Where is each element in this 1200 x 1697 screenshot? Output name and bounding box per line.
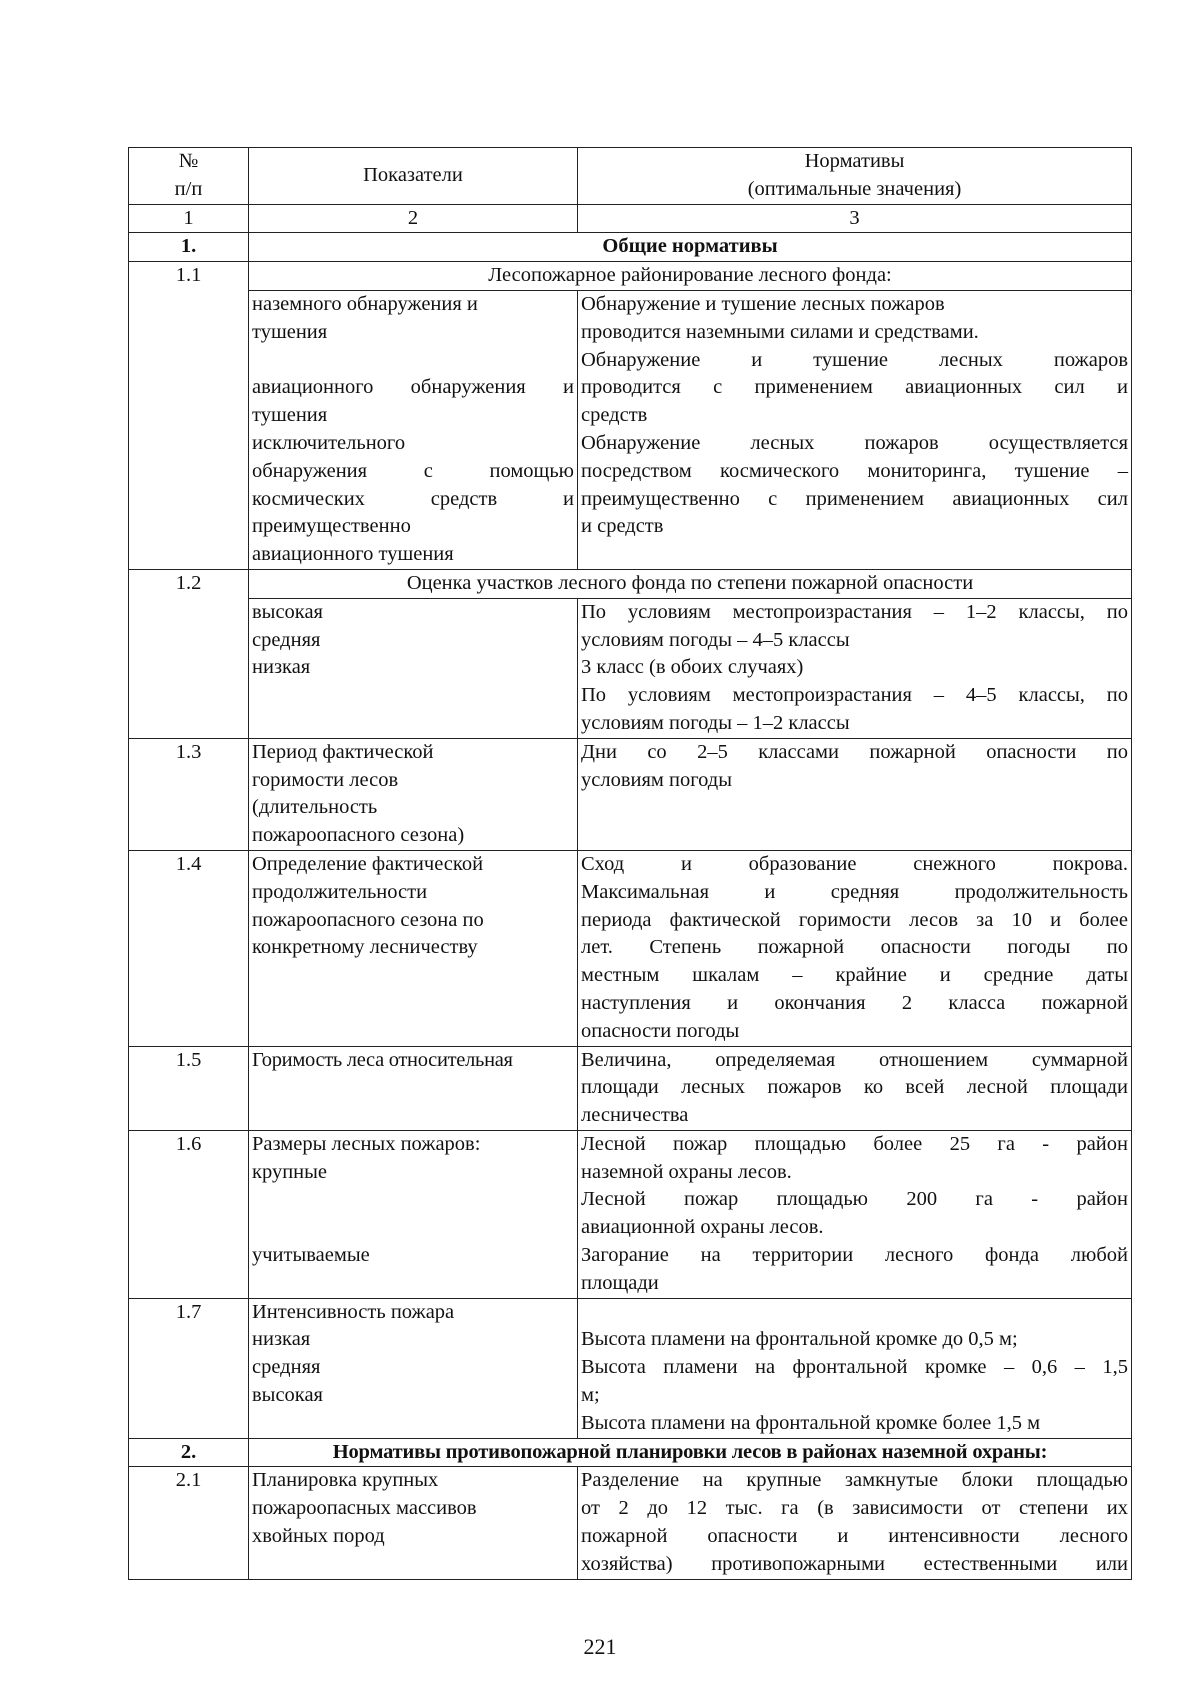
row-1-2-right — [578, 598, 1132, 738]
row-1-1-right-line: Обнаружение и тушение лесных пожаров — [581, 292, 945, 315]
row-1-2-right-line: условиям погоды – 4–5 классы — [581, 628, 850, 651]
row-1-2-left-line: низкая — [252, 656, 311, 679]
column-number-row — [129, 204, 1132, 233]
row-1-4-left-line: пожароопасного сезона по — [252, 908, 484, 931]
section-2-title: Нормативы противопожарной планировки лесов в районах наземной охраны: — [249, 1438, 1132, 1467]
row-1-6-left — [249, 1130, 578, 1298]
row-1-1-right-line: Обнаружение и тушение лесных пожаров — [581, 348, 1128, 371]
row-1-6 — [129, 1130, 1132, 1298]
row-1-1-left-line: авиационного обнаружения и — [252, 376, 574, 399]
row-1-1-right-line: Обнаружение лесных пожаров осуществляется — [581, 431, 1128, 454]
row-1-4-right-line: опасности погоды — [581, 1019, 740, 1042]
row-1-7 — [129, 1298, 1132, 1438]
row-1-6-left-line: учитываемые — [252, 1244, 370, 1267]
row-1-1-title — [129, 262, 1132, 291]
row-1-6-right-line: наземной охраны лесов. — [581, 1160, 792, 1183]
row-1-7-left — [249, 1298, 578, 1438]
section-1-row — [129, 233, 1132, 262]
row-1-7-right-line: Высота пламени на фронтальной кромке более 1,5 м — [581, 1411, 1041, 1434]
row-1-6-right-line: площади — [581, 1271, 659, 1294]
row-1-5-right-line: Величина, определяемая отношением суммарной — [581, 1048, 1128, 1071]
row-1-1-left-line: обнаружения с помощью — [252, 459, 574, 482]
col-number-2: 2 — [249, 204, 578, 233]
row-1-2-number: 1.2 — [129, 569, 249, 738]
row-1-4-right-line: лет. Степень пожарной опасности погоды по — [581, 936, 1128, 959]
row-1-6-right-line: Лесной пожар площадью более 25 га - район — [581, 1132, 1128, 1155]
row-1-4-right-line: наступления и окончания 2 класса пожарной — [581, 991, 1128, 1014]
row-1-7-left-line: высокая — [252, 1384, 323, 1407]
row-1-5 — [129, 1046, 1132, 1130]
row-1-1-right-line: проводится с применением авиационных сил и — [581, 376, 1128, 399]
row-1-6-number: 1.6 — [129, 1130, 249, 1298]
row-1-2-right-line: По условиям местопроизрастания – 1–2 классы, по — [581, 600, 1128, 623]
header-col-number-line1: № — [178, 150, 199, 172]
norms-table — [128, 147, 1132, 1580]
row-1-1-right-line: средств — [581, 404, 648, 427]
row-1-1-left-line: исключительного — [252, 431, 406, 454]
row-1-7-right-line: Высота пламени на фронтальной кромке – 0,6 – 1,5 — [581, 1356, 1128, 1379]
row-1-2-right-line: 3 класс (в обоих случаях) — [581, 656, 804, 679]
row-2-1-left-line: хвойных пород — [252, 1525, 385, 1548]
row-1-1-left-line: авиационного тушения — [252, 543, 454, 566]
row-1-1-left-blank — [252, 347, 574, 375]
row-1-6-right-line: Лесной пожар площадью 200 га - район — [581, 1188, 1128, 1211]
row-1-7-right-line: Высота пламени на фронтальной кромке до 0,5 м; — [581, 1328, 1018, 1351]
header-col-norms — [578, 148, 1132, 205]
row-2-1-left-line: Планировка крупных — [252, 1469, 439, 1492]
row-1-3-right-line: условиям погоды — [581, 768, 732, 791]
row-1-3-left-line: Период фактической — [252, 740, 434, 763]
row-1-1-left-line: наземного обнаружения и — [252, 292, 478, 315]
row-1-7-right — [578, 1298, 1132, 1438]
header-col-norms-line2: (оптимальные значения) — [747, 177, 962, 200]
row-1-2-left-line: средняя — [252, 628, 321, 651]
row-1-4-right-line: Сход и образование снежного покрова. — [581, 852, 1128, 875]
row-2-1-right — [578, 1467, 1132, 1579]
row-1-1-right-line: проводится наземными силами и средствами. — [581, 320, 979, 343]
row-1-6-right — [578, 1130, 1132, 1298]
section-1-title: Общие нормативы — [249, 233, 1132, 262]
row-1-1-title-text: Лесопожарное районирование лесного фонда: — [249, 262, 1132, 291]
row-2-1-number: 2.1 — [129, 1467, 249, 1579]
row-1-5-left — [249, 1046, 578, 1130]
row-1-4-right-line: Максимальная и средняя продолжительность — [581, 880, 1128, 903]
row-1-1-left — [249, 290, 578, 569]
row-1-2-right-line: По условиям местопроизрастания – 4–5 классы, по — [581, 684, 1128, 707]
row-2-1-right-line: хозяйства) противопожарными естественными или — [581, 1552, 1128, 1575]
row-1-3-number: 1.3 — [129, 738, 249, 850]
row-2-1-right-line: Разделение на крупные замкнутые блоки площадью — [581, 1469, 1128, 1492]
row-1-1-left-line: преимущественно — [252, 515, 411, 538]
section-1-number: 1. — [129, 233, 249, 262]
row-1-1-number: 1.1 — [129, 262, 249, 570]
row-1-6-left-blank — [252, 1214, 574, 1242]
row-1-4 — [129, 850, 1132, 1046]
row-1-1-right-line: преимущественно с применением авиационных сил — [581, 487, 1128, 510]
row-1-4-right-line: периода фактической горимости лесов за 10 и более — [581, 908, 1128, 931]
col-number-1: 1 — [129, 204, 249, 233]
row-1-5-number: 1.5 — [129, 1046, 249, 1130]
row-1-3-left-line: горимости лесов — [252, 768, 399, 791]
row-1-6-right-line: авиационной охраны лесов. — [581, 1216, 824, 1239]
row-1-1-right-line: посредством космического мониторинга, тушение – — [581, 459, 1128, 482]
col-number-3: 3 — [578, 204, 1132, 233]
page-number: 221 — [583, 1634, 617, 1659]
header-col-number-line2: п/п — [174, 177, 203, 200]
row-1-5-right-line: лесничества — [581, 1104, 689, 1127]
row-1-6-left-line: крупные — [252, 1160, 328, 1183]
row-1-6-left-line: Размеры лесных пожаров: — [252, 1132, 481, 1155]
row-2-1-left — [249, 1467, 578, 1579]
row-1-7-right-blank — [581, 1299, 1128, 1327]
row-1-4-left-line: Определение фактической — [252, 852, 484, 875]
row-1-7-right-line: м; — [581, 1384, 600, 1407]
row-1-2-title — [129, 569, 1132, 598]
row-1-5-right-line: площади лесных пожаров ко всей лесной площади — [581, 1076, 1128, 1099]
row-1-1-body — [129, 290, 1132, 569]
row-1-7-left-line: средняя — [252, 1356, 321, 1379]
row-1-1-left-line: тушения — [252, 404, 328, 427]
row-2-1 — [129, 1467, 1132, 1579]
row-1-7-number: 1.7 — [129, 1298, 249, 1438]
row-1-1-left-line: космических средств и — [252, 487, 574, 510]
row-1-3-left — [249, 738, 578, 850]
row-1-4-right-line: местным шкалам – крайние и средние даты — [581, 964, 1128, 987]
header-row — [129, 148, 1132, 205]
row-1-2-title-text: Оценка участков лесного фонда по степени пожарной опасности — [249, 569, 1132, 598]
row-1-4-left — [249, 850, 578, 1046]
header-col-norms-line1: Нормативы — [804, 150, 905, 172]
row-2-1-left-line: пожароопасных массивов — [252, 1497, 477, 1520]
row-1-5-right — [578, 1046, 1132, 1130]
row-1-3-left-line: (длительность — [252, 796, 378, 819]
header-col-indicators: Показатели — [249, 148, 578, 205]
row-1-4-number: 1.4 — [129, 850, 249, 1046]
row-1-5-left-line: Горимость леса относительная — [252, 1048, 513, 1071]
row-1-1-left-line: тушения — [252, 320, 328, 343]
row-1-2-left-line: высокая — [252, 600, 323, 623]
row-1-6-right-line: Загорание на территории лесного фонда любой — [581, 1244, 1128, 1267]
row-1-3 — [129, 738, 1132, 850]
row-1-7-left-line: низкая — [252, 1328, 311, 1351]
row-1-4-right — [578, 850, 1132, 1046]
row-1-3-right — [578, 738, 1132, 850]
section-2-row — [129, 1438, 1132, 1467]
section-2-number: 2. — [129, 1438, 249, 1467]
row-1-2-left — [249, 598, 578, 738]
row-2-1-right-line: пожарной опасности и интенсивности лесного — [581, 1525, 1128, 1548]
row-1-7-left-line: Интенсивность пожара — [252, 1300, 455, 1323]
row-1-3-left-line: пожароопасного сезона) — [252, 824, 465, 847]
row-1-4-left-line: продолжительности — [252, 880, 428, 903]
row-1-3-right-line: Дни со 2–5 классами пожарной опасности по — [581, 740, 1128, 763]
row-1-1-right-line: и средств — [581, 515, 664, 538]
row-1-4-left-line: конкретному лесничеству — [252, 936, 478, 959]
row-1-1-right — [578, 290, 1132, 569]
row-1-2-right-line: условиям погоды – 1–2 классы — [581, 711, 850, 734]
row-1-6-left-blank — [252, 1186, 574, 1214]
row-1-2-body — [129, 598, 1132, 738]
header-col-number — [129, 148, 249, 205]
row-2-1-right-line: от 2 до 12 тыс. га (в зависимости от степени их — [581, 1497, 1128, 1520]
